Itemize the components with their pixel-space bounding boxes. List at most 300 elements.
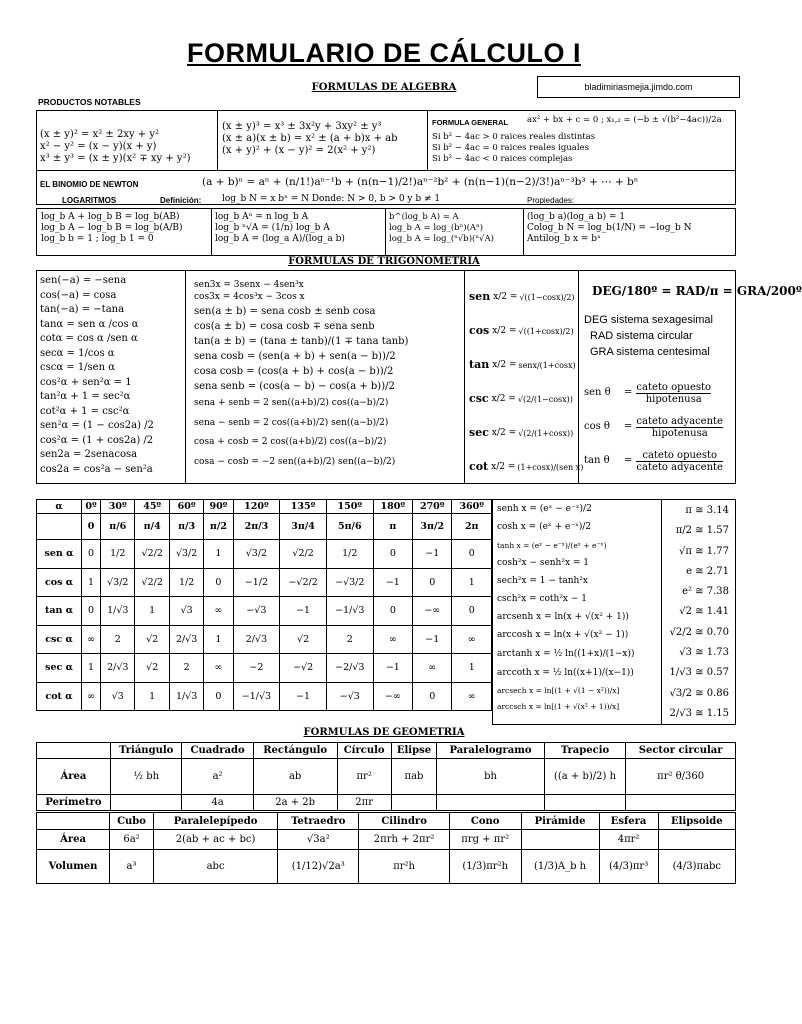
geometry-cell: ab [253, 759, 337, 795]
geometry-cell: 2πrh + 2πr² [359, 830, 449, 850]
general-cases [432, 132, 595, 165]
table-cell: 1 [452, 568, 492, 597]
geometry-heading: FORMULAS DE GEOMETRIA [303, 727, 465, 738]
table-cell: 1 [204, 625, 233, 654]
table-cell: ∞ [452, 625, 492, 654]
formula: log_b A + log_b B = log_b(AB) [41, 212, 180, 222]
divider [185, 270, 186, 484]
rhs: √((1+cosx)/2) [518, 326, 574, 336]
shape-name: Esfera [599, 813, 658, 830]
geometry-cell: 4a [182, 795, 253, 811]
fn-label: csc [469, 392, 489, 405]
divider [427, 110, 428, 170]
geometry-cell: πr² [337, 759, 391, 795]
trig-col1 [40, 274, 154, 477]
table-cell: 2π [452, 514, 492, 540]
hyperbolic-list [497, 501, 635, 715]
table-cell: π/3 [169, 514, 203, 540]
table-cell: −1 [373, 568, 412, 597]
trig-heading: FORMULAS DE TRIGONOMETRIA [288, 256, 480, 267]
hyperbolic-formula: cosh x = (eˣ + e⁻ˣ)/2 [497, 522, 592, 532]
log-col2 [215, 212, 345, 245]
geometry-cell: (4/3)πabc [658, 850, 735, 884]
table-cell: √3/2 [101, 568, 135, 597]
half-angle-csc: csc x/2 = √(2/(1−cosx)) [469, 392, 573, 405]
geometry-cell [658, 830, 735, 850]
geometry-row [37, 850, 736, 884]
def-label: Definición: [160, 196, 202, 205]
table-cell: −∞ [373, 682, 412, 711]
hyperbolic-formula: senh x = (eˣ − e⁻ˣ)/2 [497, 504, 592, 514]
denominator: hipotenusa [651, 427, 708, 439]
geometry-cell: a² [182, 759, 253, 795]
ratio-list [584, 376, 734, 478]
table-cell: ∞ [82, 625, 101, 654]
shape-name: Pirámide [521, 813, 599, 830]
row-label: Perímetro [37, 795, 111, 811]
table-cell: 0 [373, 597, 412, 626]
table-cell: −1 [413, 625, 452, 654]
formula: Colog_b N = log_b(1/N) = −log_b N [527, 223, 692, 233]
rhs: √(2/(1−cosx)) [517, 394, 573, 404]
formula: (x ± a)(x ± b) = x² ± (a + b)x + ab [222, 133, 398, 144]
hyperbolic-formula: arcsenh x = ln(x + √(x² + 1)) [497, 612, 629, 622]
geometry-row [37, 795, 736, 811]
divider [464, 270, 465, 484]
denominator: cateto adyacente [636, 461, 723, 473]
case: Si b² − 4ac = 0 raices reales iguales [432, 143, 589, 153]
table-cell: 2π/3 [233, 514, 280, 540]
formula: tan²α + 1 = sec²α [40, 391, 131, 402]
table-cell: 0 [82, 540, 101, 569]
ratio-sen: sen θ = cateto opuesto hipotenusa [584, 381, 712, 405]
row-label [37, 743, 111, 759]
table-cell: 0 [413, 682, 452, 711]
table-cell: −2 [233, 654, 280, 683]
table-cell: √2/2 [280, 540, 327, 569]
geometry-plane-table [36, 742, 736, 811]
geometry-cell: πrg + πr² [449, 830, 521, 850]
table-cell: −2/√3 [326, 654, 373, 683]
constants-list [663, 501, 729, 724]
geometry-cell [437, 795, 544, 811]
geometry-cell: (1/3)A_b h [521, 850, 599, 884]
formula: (x ± y)³ = x³ ± 3x²y + 3xy² ± y³ [222, 121, 382, 132]
table-cell: √2/2 [135, 540, 169, 569]
row-label: cot α [37, 682, 82, 711]
table-cell: −√2/2 [280, 568, 327, 597]
table-cell: −1 [373, 654, 412, 683]
shape-name: Elipsoide [658, 813, 735, 830]
table-cell: −1/2 [233, 568, 280, 597]
table-cell: 2/√3 [101, 654, 135, 683]
table-cell: 1 [135, 597, 169, 626]
fn-label: sen [469, 290, 491, 303]
fn-label: sec [469, 426, 489, 439]
formula: cos2a = cos²a − sen²a [40, 463, 153, 475]
angle-equation: DEG/180º = RAD/π = GRA/200º [592, 284, 802, 298]
table-cell: ∞ [204, 597, 233, 626]
table-cell: 5π/6 [326, 514, 373, 540]
shape-name: Cuadrado [182, 743, 253, 759]
formula: x² − y² = (x − y)(x + y) [40, 141, 157, 152]
geometry-cell: 2a + 2b [253, 795, 337, 811]
table-cell: 270º [413, 500, 452, 514]
table-cell: √2 [135, 625, 169, 654]
table-cell: α [37, 500, 82, 514]
formula: log_b A − log_b B = log_b(A/B) [41, 223, 183, 233]
table-row [37, 597, 492, 626]
table-cell: 1 [82, 654, 101, 683]
case: Si b² − 4ac < 0 raices complejas [432, 154, 573, 164]
geometry-cell: (1/3)πr²h [449, 850, 521, 884]
table-cell: 0 [413, 568, 452, 597]
shape-name: Cono [449, 813, 521, 830]
productos-a [40, 129, 190, 165]
table-cell: 1/√3 [169, 682, 203, 711]
table-row [37, 654, 492, 683]
table-cell: 0 [204, 682, 233, 711]
table-cell: 1/2 [101, 540, 135, 569]
table-cell: 1 [82, 568, 101, 597]
table-cell: 3π/2 [413, 514, 452, 540]
table-cell: 1 [204, 540, 233, 569]
table-cell: −∞ [413, 597, 452, 626]
log-col3 [389, 212, 494, 245]
table-cell: √3 [101, 682, 135, 711]
divider [523, 208, 524, 256]
table-cell: 90º [204, 500, 233, 514]
table-cell: −1/√3 [326, 597, 373, 626]
hyperbolic-formula: arcsech x = ln[(1 + √(1 − x²))/x] [497, 686, 620, 695]
table-row [37, 568, 492, 597]
formula: cotα = cos α /sen α [40, 333, 138, 344]
formula: sen(a ± b) = sena cosb ± senb cosa [194, 306, 376, 317]
rhs: (1+cosx)/(sen x) [517, 462, 584, 472]
hyperbolic-formula: tanh x = (eˣ − e⁻ˣ)/(eˣ + e⁻ˣ) [497, 541, 607, 550]
hyperbolic-formula: csch²x = coth²x − 1 [497, 594, 587, 604]
divider [217, 110, 218, 170]
geometry-cell: (4/3)πr³ [599, 850, 658, 884]
divider [385, 208, 386, 256]
geometry-cell: (1/12)√2a³ [278, 850, 359, 884]
formula: Antilog_b x = bˣ [527, 234, 601, 244]
formula: x³ ± y³ = (x ± y)(x² ∓ xy + y²) [40, 153, 191, 164]
constant-value: π/2 ≅ 1.57 [675, 525, 729, 537]
table-cell: 1/√3 [101, 597, 135, 626]
table-cell: −1/√3 [233, 682, 280, 711]
page-title: FORMULARIO DE CÁLCULO I [187, 38, 581, 68]
shape-name: Círculo [337, 743, 391, 759]
formula: sena + senb = 2 sen((a+b)/2) cos((a−b)/2) [194, 398, 389, 408]
formula: secα = 1/cos α [40, 347, 115, 359]
half-angle-tan: tan x/2 = senx/(1+cosx) [469, 358, 576, 371]
log-label: LOGARITMOS [62, 196, 117, 205]
geometry-cell [391, 795, 437, 811]
geometry-header-row [37, 743, 736, 759]
hyperbolic-formula: arccosh x = ln(x + √(x² − 1)) [497, 630, 629, 640]
table-cell: 0 [82, 514, 101, 540]
row-label: cos α [37, 568, 82, 597]
table-cell: 360º [452, 500, 492, 514]
row-label: Área [37, 759, 111, 795]
numerator: cateto adyacente [636, 415, 723, 427]
formula: sen²α = (1 − cos2a) /2 [40, 420, 154, 431]
geometry-cell: 2(ab + ac + bc) [153, 830, 277, 850]
ratio-tan: tan θ = cateto opuesto cateto adyacente [584, 449, 723, 473]
geometry-cell: a³ [110, 850, 154, 884]
table-cell: 2 [101, 625, 135, 654]
fn-label: tan [469, 358, 490, 371]
constant-value: √2 ≅ 1.41 [679, 606, 729, 618]
table-cell: −√2 [280, 654, 327, 683]
angle-def: DEG sistema sexagesimal [584, 314, 713, 326]
row-label: csc α [37, 625, 82, 654]
formula: log_b A = log_(ⁿ√b)(ⁿ√A) [389, 234, 494, 244]
table-cell: −1 [413, 540, 452, 569]
geometry-cell: 2πr [337, 795, 391, 811]
table-cell: √2/2 [135, 568, 169, 597]
table-cell: 1/2 [326, 540, 373, 569]
table-cell: 2/√3 [233, 625, 280, 654]
fn-label: cot [469, 460, 489, 473]
trig-col2 [194, 280, 408, 472]
row-label: sen α [37, 540, 82, 569]
productos-label: PRODUCTOS NOTABLES [38, 97, 141, 107]
table-cell: √2 [280, 625, 327, 654]
table-cell: −1 [280, 597, 327, 626]
formula: tan(−a) = −tana [40, 304, 125, 315]
formula: log_b Aⁿ = n log_b A [215, 212, 309, 222]
general-formula: ax² + bx + c = 0 ; x₁,₂ = (−b ± √(b²−4ac))/2a [527, 115, 722, 125]
hyperbolic-formula: sech²x = 1 − tanh²x [497, 576, 588, 586]
shape-name: Cilindro [359, 813, 449, 830]
angle-defs [584, 312, 713, 360]
table-cell: 2/√3 [169, 625, 203, 654]
shape-name: Elipse [391, 743, 437, 759]
constant-value: √3/2 ≅ 0.86 [669, 687, 729, 699]
formula: log_b ⁿ√A = (1/n) log_b A [215, 223, 330, 233]
table-cell: √3/2 [233, 540, 280, 569]
general-label: FORMULA GENERAL [432, 118, 508, 127]
table-cell: π/6 [101, 514, 135, 540]
def-text: log_b N = x bˣ = N Donde: N > 0, b > 0 y b ≠ 1 [222, 194, 441, 204]
table-cell: π/4 [135, 514, 169, 540]
table-cell: −√3/2 [326, 568, 373, 597]
geometry-row [37, 759, 736, 795]
table-cell: −√3 [233, 597, 280, 626]
table-cell: π/2 [204, 514, 233, 540]
row-label: Área [37, 830, 110, 850]
formula: cosa + cosb = 2 cos((a+b)/2) cos((a−b)/2) [194, 437, 387, 447]
formula: (log_b a)(log_a b) = 1 [527, 212, 626, 222]
newton-formula: (a + b)ⁿ = aⁿ + (n/1!)aⁿ⁻¹b + (n(n−1)/2!)aⁿ⁻²b² + (n(n−1)(n−2)/3!)aⁿ⁻³b³ + ⋯ + bⁿ [202, 176, 639, 188]
constant-value: e ≅ 2.71 [686, 565, 729, 577]
formula: cos3x = 4cos³x − 3cos x [194, 292, 305, 302]
log-col1 [41, 212, 183, 245]
table-header-radians [37, 514, 492, 540]
table-cell: 1 [452, 654, 492, 683]
table-cell: ∞ [452, 682, 492, 711]
half-angle-cot: cot x/2 = (1+cosx)/(sen x) [469, 460, 584, 473]
ratio-fraction [636, 450, 723, 473]
formula: cos(a ± b) = cosa cosb ∓ sena senb [194, 321, 375, 332]
geometry-cell [521, 830, 599, 850]
shape-name: Rectángulo [253, 743, 337, 759]
formula: log_b b = 1 ; log_b 1 = 0 [41, 234, 154, 244]
table-cell: −1 [280, 682, 327, 711]
row-label: sec α [37, 654, 82, 683]
shape-name: Trapecio [544, 743, 626, 759]
formula: log_b A = log_(bⁿ)(Aⁿ) [389, 223, 484, 233]
ratio-fn: cos θ [584, 421, 610, 432]
table-cell: √2 [135, 654, 169, 683]
formula: sena senb = (cos(a − b) − cos(a + b))/2 [194, 381, 395, 392]
table-cell: 30º [101, 500, 135, 514]
table-row [37, 625, 492, 654]
half-angle-cos: cos x/2 = √((1+cosx)/2) [469, 324, 574, 337]
ratio-fn: sen θ [584, 387, 611, 398]
hyperbolic-formula: arctanh x = ½ ln((1+x)/(1−x)) [497, 649, 635, 659]
table-cell: 0 [452, 597, 492, 626]
formula: sen(−a) = −sena [40, 275, 127, 286]
table-cell: 0 [82, 597, 101, 626]
ratio-fraction [636, 416, 723, 439]
ratio-fraction [636, 382, 711, 405]
divider [211, 208, 212, 256]
formula: cosa cosb = (cos(a + b) + cos(a − b))/2 [194, 366, 394, 377]
constant-value: 2/√3 ≅ 1.15 [669, 707, 729, 719]
formula: tan(a ± b) = (tana ± tanb)/(1 ∓ tana tanb) [194, 336, 409, 347]
shape-name: Sector circular [626, 743, 736, 759]
geometry-cell: πr²h [359, 850, 449, 884]
formula: sen2a = 2senacosa [40, 449, 138, 460]
formula: log_b A = (log_a A)/(log_a b) [215, 234, 345, 244]
formula: (x + y)² + (x − y)² = 2(x² + y²) [222, 145, 376, 156]
table-cell: 0 [204, 568, 233, 597]
case: Si b² − 4ac > 0 raices reales distintas [432, 132, 596, 142]
constant-value: √π ≅ 1.77 [679, 545, 729, 557]
trig-values-table [36, 499, 492, 711]
row-label: tan α [37, 597, 82, 626]
log-col4 [527, 212, 691, 245]
angle-def: GRA sistema centesimal [590, 346, 710, 358]
table-cell: 3π/4 [280, 514, 327, 540]
geometry-cell: πr² θ/360 [626, 759, 736, 795]
rhs: senx/(1+cosx) [518, 360, 576, 370]
table-header-degrees [37, 500, 492, 514]
angle-def: RAD sistema circular [590, 330, 693, 342]
formula: cos²α + sen²α = 1 [40, 376, 132, 388]
table-cell: 1/2 [169, 568, 203, 597]
table-cell: 135º [280, 500, 327, 514]
rhs: √(2/(1+cosx)) [518, 428, 574, 438]
ratio-cos: cos θ = cateto adyacente hipotenusa [584, 415, 723, 439]
table-cell: √3/2 [169, 540, 203, 569]
table-cell: 2 [326, 625, 373, 654]
prop-label: Propiedades: [527, 196, 575, 205]
table-row [37, 540, 492, 569]
row-label: Volumen [37, 850, 110, 884]
table-cell: 0 [452, 540, 492, 569]
shape-name: Triángulo [110, 743, 181, 759]
formula: (x ± y)² = x² ± 2xy + y² [40, 129, 160, 140]
table-cell: 2 [169, 654, 203, 683]
half-angle-sec: sec x/2 = √(2/(1+cosx)) [469, 426, 574, 439]
shape-name: Tetraedro [278, 813, 359, 830]
geometry-cell: √3a² [278, 830, 359, 850]
row-label [37, 813, 110, 830]
geometry-cell: ((a + b)/2) h [544, 759, 626, 795]
geometry-cell: ½ bh [110, 759, 181, 795]
formula: sena − senb = 2 cos((a+b)/2) sen((a−b)/2) [194, 417, 389, 428]
ratio-fn: tan θ [584, 455, 610, 466]
website-box [537, 76, 740, 98]
numerator: cateto opuesto [636, 381, 712, 393]
formula: sen3x = 3senx − 4sen³x [194, 280, 304, 290]
website-text: bladimiriasmejia.jimdo.com [584, 82, 693, 92]
hyperbolic-formula: cosh²x − senh²x = 1 [497, 558, 590, 568]
numerator: cateto opuesto [636, 450, 723, 462]
geometry-cell: 4πr² [599, 830, 658, 850]
formula: sena cosb = (sen(a + b) + sen(a − b))/2 [194, 351, 396, 362]
table-cell: 0 [373, 540, 412, 569]
half-angle-list [469, 280, 584, 484]
constant-value: e² ≅ 7.38 [682, 586, 729, 598]
geometry-cell [626, 795, 736, 811]
table-cell: 180º [373, 500, 412, 514]
table-cell: ∞ [204, 654, 233, 683]
table-cell: ∞ [373, 625, 412, 654]
table-cell [37, 514, 82, 540]
constant-value: √2/2 ≅ 0.70 [669, 626, 729, 638]
table-cell: ∞ [413, 654, 452, 683]
table-cell: ∞ [82, 682, 101, 711]
table-cell: 60º [169, 500, 203, 514]
table-cell: 150º [326, 500, 373, 514]
formula: tanα = sen α /cos α [40, 318, 139, 330]
table-cell: −√3 [326, 682, 373, 711]
formula: b^(log_b A) = A [389, 212, 459, 222]
table-cell: π [373, 514, 412, 540]
divider [578, 270, 579, 484]
shape-name: Paralelepípedo [153, 813, 277, 830]
rhs: √((1−cosx)/2) [519, 292, 575, 302]
fn-label: cos [469, 324, 490, 337]
hyperbolic-formula: arccsch x = ln[(1 + √(x² + 1))/x] [497, 702, 620, 711]
shape-name: Cubo [110, 813, 154, 830]
constant-value: π ≅ 3.14 [685, 505, 729, 516]
geometry-solid-table [36, 812, 736, 884]
divider [36, 170, 736, 171]
table-cell: 1 [135, 682, 169, 711]
formula: cscα = 1/sen α [40, 362, 115, 373]
formula: cos²α = (1 + cos2a) /2 [40, 434, 154, 446]
table-cell: √3 [169, 597, 203, 626]
geometry-cell [544, 795, 626, 811]
formula: cot²α + 1 = csc²α [40, 405, 130, 417]
table-row [37, 682, 492, 711]
geometry-cell: πab [391, 759, 437, 795]
geometry-cell [110, 795, 181, 811]
constant-value: 1/√3 ≅ 0.57 [669, 667, 729, 679]
newton-label: EL BINOMIO DE NEWTON [40, 180, 139, 189]
geometry-row [37, 830, 736, 850]
hyperbolic-formula: arccoth x = ½ ln((x+1)/(x−1)) [497, 668, 634, 678]
table-cell: 120º [233, 500, 280, 514]
table-cell: 0º [82, 500, 101, 514]
table-cell: 45º [135, 500, 169, 514]
